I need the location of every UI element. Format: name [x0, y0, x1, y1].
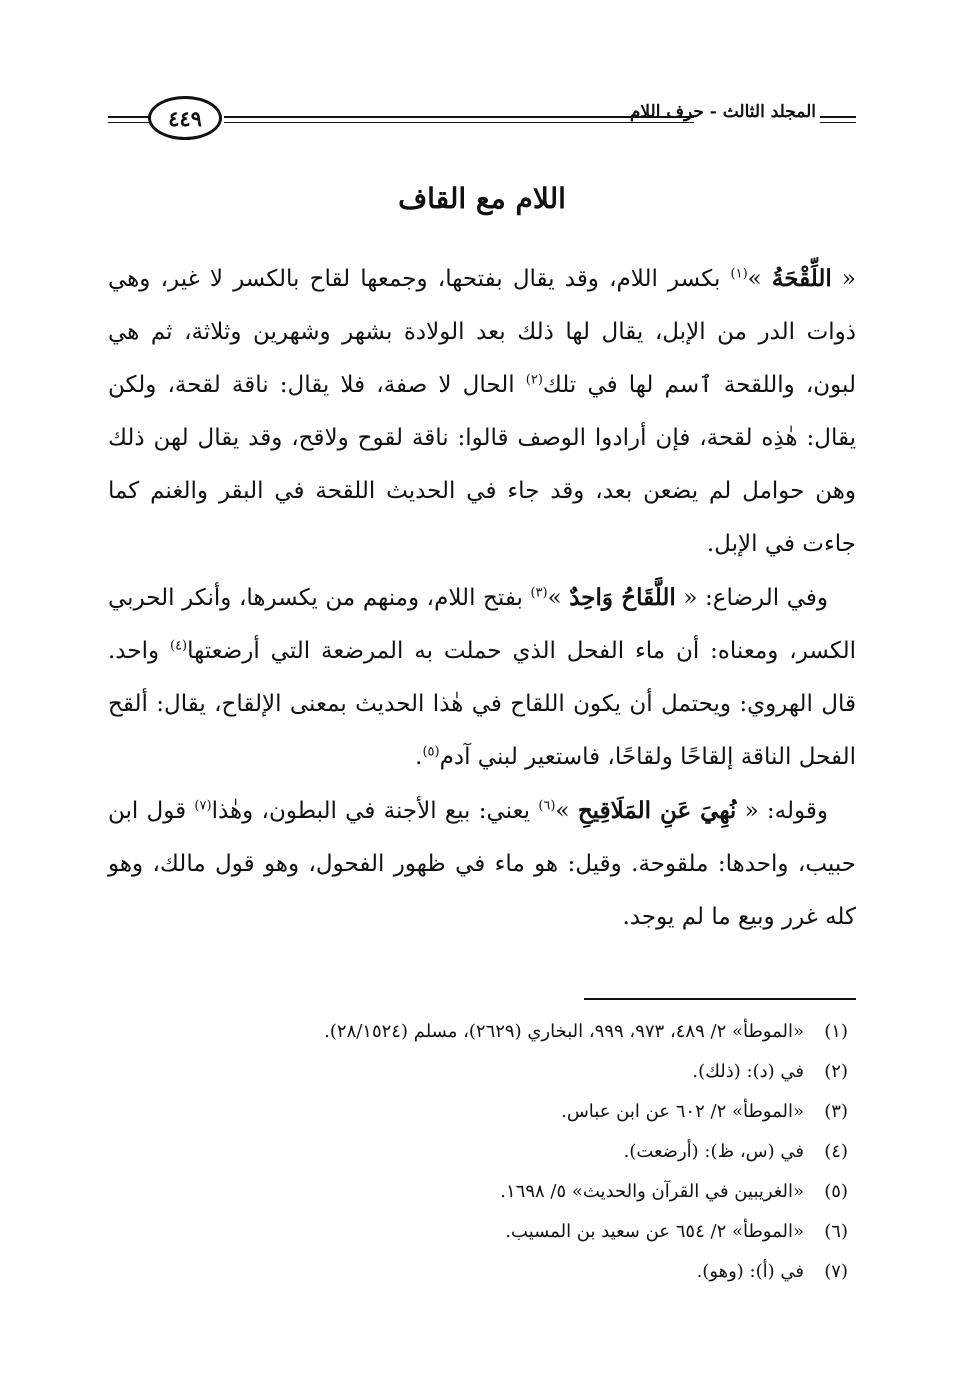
section-title: اللام مع القاف [398, 182, 566, 215]
footnote-text: «الموطأ» ٢/ ٤٨٩، ٩٧٣، ٩٩٩، البخاري (٢٦٢٩)، مسلم (٢٨/١٥٢٤). [324, 1021, 804, 1042]
footnotes [108, 1012, 848, 1292]
footnote-ref: (١) [730, 266, 748, 282]
footnote-separator [584, 998, 856, 1000]
text-run: وقوله: « [736, 798, 829, 824]
footnote-text: «الموطأ» ٢/ ٦٠٢ عن ابن عباس. [561, 1101, 804, 1122]
footnote-text: في (أ): (وهو). [696, 1261, 804, 1282]
paragraph-1 [108, 252, 856, 571]
paragraph-2 [108, 571, 856, 784]
header-rule-middle [224, 116, 694, 123]
body-text [108, 252, 856, 944]
text-run: قول ابن حبيب، واحدها: ملقوحة. وقيل: هو ماء في ظهور الفحول، وهو قول مالك، وهو كله غرر وبيع ما لم يوجد. [108, 798, 856, 930]
footnote-ref: (٣) [530, 585, 548, 601]
footnote-ref: (٢) [525, 372, 543, 388]
footnote [108, 1172, 848, 1212]
headword: اللِّقْحَةُ [771, 265, 832, 292]
footnote-ref: (٤) [169, 638, 188, 654]
footnote-text: «الموطأ» ٢/ ٦٥٤ عن سعيد بن المسيب. [505, 1221, 804, 1242]
running-head: المجلد الثالث - حرف اللام [629, 102, 816, 122]
page-number: ٤٤٩ [148, 96, 222, 140]
footnote-ref: (٥) [422, 744, 440, 760]
paragraph-3 [108, 784, 856, 944]
headword: اللَّقَاحُ وَاحِدٌ [569, 584, 676, 611]
footnote [108, 1212, 848, 1252]
footnote [108, 1052, 848, 1092]
footnote-number: (٥) [824, 1181, 848, 1202]
footnote-number: (١) [824, 1021, 848, 1042]
footnote-number: (٢) [824, 1061, 848, 1082]
footnote-text: «الغريبين في القرآن والحديث» ٥/ ١٦٩٨. [500, 1181, 804, 1202]
header-rule-right [820, 116, 856, 123]
text-run: بكسر اللام، وقد يقال بفتحها، وجمعها لقاح بالكسر لا غير، وهي ذوات الدر من الإبل، يقال لها ذلك بعد الولادة بشهر وشهرين وثلاثة، ثم هي لبون، واللقحة ٱسم لها في تلك [108, 266, 856, 398]
text-run: وفي الرضاع: « [675, 585, 828, 611]
footnote-ref: (٦) [538, 798, 556, 814]
footnote-ref: (٧) [194, 798, 212, 814]
footnote-number: (٧) [824, 1261, 848, 1282]
footnote [108, 1252, 848, 1292]
footnote [108, 1012, 848, 1052]
footnote-number: (٦) [824, 1221, 848, 1242]
footnote-number: (٤) [824, 1141, 848, 1162]
footnote [108, 1092, 848, 1132]
text-run: الحال لا صفة، فلا يقال: ناقة لقحة، ولكن يقال: هٰذِه لقحة، فإن أرادوا الوصف قالوا: ناقة لقوح ولاقح، وقد يقال لهن ذلك وهن حوامل لم يضعن بعد، وقد جاء في الحديث اللقحة في البقر والغنم كما جاءت في الإبل. [108, 372, 856, 557]
text-run: بفتح اللام، ومنهم من يكسرها، وأنكر الحربي الكسر، ومعناه: أن ماء الفحل الذي حملت به المرضعة التي أرضعتها [108, 585, 856, 664]
footnote-text: في (د): (ذلك). [692, 1061, 804, 1082]
footnote-text: في (س، ظ): (أرضعت). [623, 1141, 804, 1162]
text-run: واحد. قال الهروي: ويحتمل أن يكون اللقاح في هٰذا الحديث بمعنى الإلقاح، يقال: ألقح الفحل الناقة إلقاحًا ولقاحًا، فاستعير لبني آدم [108, 638, 856, 770]
headword: نُهِيَ عَنِ المَلَاقِيحِ [577, 797, 737, 824]
text-run: » [747, 266, 772, 292]
footnote-number: (٣) [824, 1101, 848, 1122]
text-run: » [555, 798, 578, 824]
header-rule-left [108, 116, 150, 123]
page-header [108, 96, 856, 152]
footnote [108, 1132, 848, 1172]
text-run: » [547, 585, 570, 611]
text-run: « [831, 266, 856, 292]
text-run: . [415, 744, 423, 770]
text-run: يعني: بيع الأجنة في البطون، وهٰذا [211, 798, 539, 824]
